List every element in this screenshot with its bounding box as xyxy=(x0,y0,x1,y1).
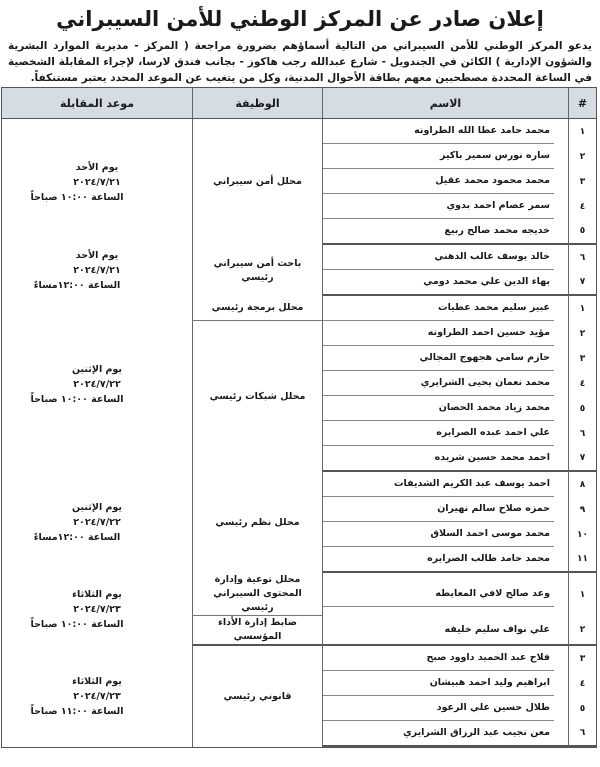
interview-date-cell xyxy=(2,245,192,296)
row-number: ٤ xyxy=(568,194,596,219)
row-number: ١٠ xyxy=(568,522,596,547)
row-name: وعد صالح لافي المعايطه xyxy=(323,582,554,607)
row-number: ١١ xyxy=(568,547,596,573)
interview-date-cell xyxy=(2,296,192,472)
table-row xyxy=(2,119,596,144)
announcement-title: إعلان صادر عن المركز الوطني للأمن السيبراني xyxy=(56,7,544,31)
header-name: الاسم xyxy=(322,88,568,119)
row-name-cell xyxy=(322,296,568,321)
interview-day: يوم الإثنين xyxy=(72,363,122,375)
job-title: محلل برمجة رئيسي xyxy=(211,302,304,313)
row-name-cell xyxy=(322,522,568,547)
row-name: محمد حامد عطا الله الطراونه xyxy=(323,119,554,144)
row-number: ٤ xyxy=(568,671,596,696)
table-row xyxy=(2,573,596,616)
row-name-cell xyxy=(322,169,568,194)
row-name: بهاء الدين علي محمد دومي xyxy=(423,276,550,287)
row-number: ٣ xyxy=(568,646,596,671)
job-title: محلل توعية وإدارة المحتوى السيبراني رئيسي xyxy=(213,574,302,613)
interview-time: الساعة ١٢:٠٠مساءً xyxy=(33,280,121,291)
row-name: محمد موسى احمد السلاق xyxy=(323,522,554,547)
interview-time: الساعة ١٢:٠٠مساءً xyxy=(33,532,121,543)
row-number: ٥ xyxy=(568,396,596,421)
interview-date xyxy=(2,248,192,293)
interview-date-value: ٢٠٢٤/٧/٢٣ xyxy=(73,691,121,702)
row-name-cell xyxy=(322,421,568,446)
row-number: ٢ xyxy=(568,616,596,646)
table-row xyxy=(2,472,596,497)
row-name-cell xyxy=(322,346,568,371)
job-title: محلل نظم رئيسي xyxy=(215,516,300,528)
interview-date xyxy=(2,674,192,719)
row-name: محمد محمود محمد عقيل xyxy=(323,169,554,194)
table-row xyxy=(2,296,596,321)
interview-day: يوم الأحد xyxy=(75,250,119,261)
row-job xyxy=(192,119,322,245)
row-name: طلال حسين علي الرعود xyxy=(323,696,554,721)
interview-date-cell xyxy=(2,646,192,747)
row-name: احمد يوسف عبد الكريم الشديفات xyxy=(323,472,554,497)
row-number: ٩ xyxy=(568,497,596,522)
row-number: ٣ xyxy=(568,346,596,371)
row-job xyxy=(192,616,322,646)
interview-date-value: ٢٠٢٤/٧/٢١ xyxy=(73,176,121,188)
announcement-intro: يدعو المركز الوطني للأمن السيبراني من التالية أسماؤهم بضرورة مراجعة ( المركز - مديرية الموارد البشرية والشؤون الإدارية ) الكائن في الجندويل - شارع عبدالله رجب هاكوز - بجانب فندق لارسا، لإجراء المقابلة الشخصية في الساعة المحددة مصطحبين معهم بطاقة الأحوال المدنية، وكل من يتغيب عن الموعد المحدد يعتبر مستنكفاً. xyxy=(8,40,592,84)
header-date: موعد المقابلة xyxy=(2,88,192,119)
row-name: احمد محمد حسين شريده xyxy=(434,452,550,463)
row-name: معن نجيب عبد الرزاق الشرايري xyxy=(402,727,550,738)
interview-date xyxy=(2,500,192,545)
table-row xyxy=(2,245,596,270)
row-name-cell xyxy=(322,119,568,144)
interview-day: يوم الثلاثاء xyxy=(72,589,122,600)
row-number: ٢ xyxy=(568,321,596,346)
row-number: ٥ xyxy=(568,219,596,245)
row-name: حمزه صلاح سالم نهيران xyxy=(323,497,554,522)
row-number: ٣ xyxy=(568,169,596,194)
row-name: ساره نورس سمير باكير xyxy=(323,144,554,169)
row-name-cell xyxy=(322,696,568,721)
interview-day: يوم الأحد xyxy=(75,161,119,173)
table-row xyxy=(2,646,596,671)
interview-date-cell xyxy=(2,472,192,573)
job-title: قانوني رئيسي xyxy=(223,690,292,702)
row-name: مؤيد حسين احمد الطراونه xyxy=(323,321,554,346)
row-job xyxy=(192,573,322,616)
row-number: ٦ xyxy=(568,721,596,747)
row-name-cell xyxy=(322,446,568,472)
row-name-cell xyxy=(322,547,568,573)
table-body xyxy=(2,119,596,747)
row-number: ٦ xyxy=(568,245,596,270)
row-job xyxy=(192,321,322,472)
row-name-cell xyxy=(322,371,568,396)
row-job xyxy=(192,245,322,296)
row-name: ابراهيم وليد احمد هبيشان xyxy=(323,671,554,696)
row-name-cell xyxy=(322,270,568,296)
row-name-cell xyxy=(322,472,568,497)
row-name-cell xyxy=(322,616,568,646)
row-name-cell xyxy=(322,396,568,421)
row-job xyxy=(192,646,322,747)
row-name-cell xyxy=(322,671,568,696)
row-name-cell xyxy=(322,721,568,747)
interview-date-value: ٢٠٢٤/٧/٢٢ xyxy=(73,517,121,528)
interview-time: الساعة ١٠:٠٠ صباحاً xyxy=(30,191,124,203)
interview-time: الساعة ١٠:٠٠ صباحاً xyxy=(30,619,124,630)
job-title: ضابط إدارة الأداء المؤسسي xyxy=(218,617,297,642)
row-number: ٨ xyxy=(568,472,596,497)
row-name-cell xyxy=(322,573,568,616)
row-name: عبير سليم محمد عطيات xyxy=(323,296,554,321)
row-number: ١ xyxy=(568,119,596,144)
interview-day: يوم الإثنين xyxy=(72,502,122,513)
row-name: خديجه محمد صالح ربيع xyxy=(444,225,550,236)
row-name: محمد حامد طالب الصرايره xyxy=(427,553,550,564)
header-num: # xyxy=(568,88,596,119)
row-number: ٢ xyxy=(568,144,596,169)
interview-date-value: ٢٠٢٤/٧/٢٢ xyxy=(73,378,121,390)
row-name: خالد يوسف غالب الدهني xyxy=(323,245,554,270)
row-name-cell xyxy=(322,245,568,270)
row-number: ١ xyxy=(568,573,596,616)
row-name: حازم سامي هجهوج المجالي xyxy=(323,346,554,371)
header-job: الوظيفة xyxy=(192,88,322,119)
row-job xyxy=(192,296,322,321)
interview-date-value: ٢٠٢٤/٧/٢٣ xyxy=(73,604,121,615)
row-name-cell xyxy=(322,144,568,169)
row-name: محمد نعمان يحيى الشرايري xyxy=(323,371,554,396)
interview-date xyxy=(2,362,192,407)
row-name-cell xyxy=(322,219,568,245)
row-name: فلاح عبد الحميد داوود صبح xyxy=(323,646,554,671)
job-title: باحث أمن سيبراني رئيسي xyxy=(213,257,302,283)
row-number: ١ xyxy=(568,296,596,321)
row-number: ٦ xyxy=(568,421,596,446)
row-number: ٧ xyxy=(568,446,596,472)
interview-table-wrapper xyxy=(3,87,597,748)
interview-table xyxy=(1,87,597,748)
row-name-cell xyxy=(322,321,568,346)
interview-time: الساعة ١١:٠٠ صباحاً xyxy=(30,706,124,717)
interview-time: الساعة ١٠:٠٠ صباحاً xyxy=(30,393,124,405)
row-name-cell xyxy=(322,497,568,522)
job-title: محلل شبكات رئيسي xyxy=(209,390,306,402)
table-header-row xyxy=(2,88,596,119)
row-number: ٧ xyxy=(568,270,596,296)
interview-date-value: ٢٠٢٤/٧/٢١ xyxy=(73,265,121,276)
row-name: علي احمد عبده الصرايره xyxy=(323,421,554,446)
row-name-cell xyxy=(322,646,568,671)
interview-date-cell xyxy=(2,573,192,646)
row-name-cell xyxy=(322,194,568,219)
interview-date-cell xyxy=(2,119,192,245)
row-name: علي نواف سليم خليفه xyxy=(444,624,550,635)
interview-day: يوم الثلاثاء xyxy=(72,676,122,687)
interview-date xyxy=(2,587,192,632)
row-name: محمد زياد محمد الحصان xyxy=(323,396,554,421)
row-job xyxy=(192,472,322,573)
row-number: ٤ xyxy=(568,371,596,396)
row-name: سمر عصام احمد بدوي xyxy=(323,194,554,219)
interview-date xyxy=(2,160,192,205)
row-number: ٥ xyxy=(568,696,596,721)
job-title: محلل أمن سيبراني xyxy=(213,176,302,187)
